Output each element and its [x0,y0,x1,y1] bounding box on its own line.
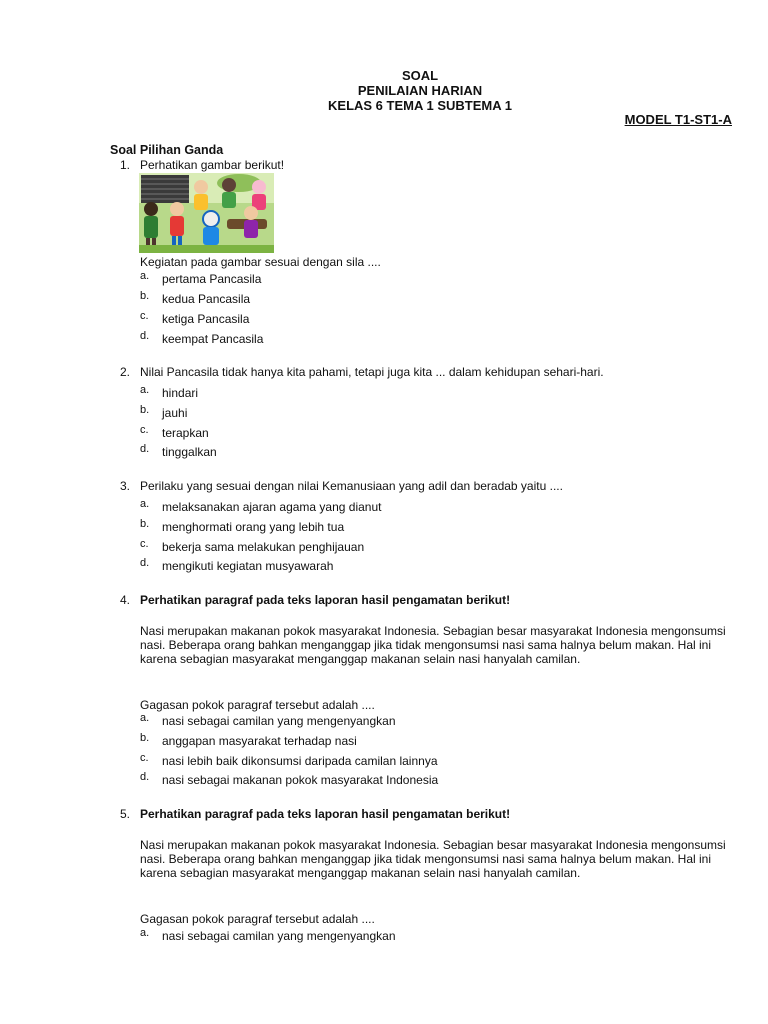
option-c[interactable] [140,312,249,326]
option-text: hindari [162,386,199,400]
model-code: MODEL T1-ST1-A [624,112,732,127]
option-text: mengikuti kegiatan musyawarah [162,559,334,573]
option-a[interactable] [140,714,396,728]
option-letter: c. [140,752,149,764]
option-letter: c. [140,424,149,436]
option-text: pertama Pancasila [162,272,262,286]
option-a[interactable] [140,500,381,514]
question-number: 2. [119,365,130,379]
option-d[interactable] [140,332,263,346]
children-playing-illustration [139,173,274,253]
option-letter: b. [140,404,150,416]
option-text: jauhi [162,406,188,420]
option-text: nasi sebagai camilan yang mengenyangkan [162,929,396,943]
option-letter: a. [140,712,150,724]
option-letter: a. [140,270,150,282]
option-letter: d. [140,771,150,783]
option-text: ketiga Pancasila [162,312,250,326]
question-stem: Kegiatan pada gambar sesuai dengan sila .... [140,255,381,269]
option-letter: c. [140,310,149,322]
option-letter: d. [140,443,150,455]
option-letter: c. [140,538,149,550]
question-text: Perhatikan gambar berikut! [140,158,285,172]
option-letter: d. [140,557,150,569]
option-b[interactable] [140,520,344,534]
option-b[interactable] [140,406,187,420]
option-text: nasi lebih baik dikonsumsi daripada camilan lainnya [162,754,438,768]
option-letter: a. [140,384,150,396]
option-text: terapkan [162,426,209,440]
option-text: nasi sebagai camilan yang mengenyangkan [162,714,396,728]
option-b[interactable] [140,734,357,748]
option-text: nasi sebagai makanan pokok masyarakat Indonesia [162,773,439,787]
doc-title-penilaian: PENILAIAN HARIAN [357,83,483,98]
option-c[interactable] [140,540,364,554]
option-d[interactable] [140,559,333,573]
option-text: menghormati orang yang lebih tua [162,520,345,534]
question-number: 3. [119,479,130,493]
option-letter: a. [140,498,150,510]
option-b[interactable] [140,292,250,306]
question-stem: Gagasan pokok paragraf tersebut adalah .... [140,912,375,926]
option-text: bekerja sama melakukan penghijauan [162,540,365,554]
option-d[interactable] [140,773,438,787]
doc-title-soal: SOAL [401,68,439,83]
option-text: anggapan masyarakat terhadap nasi [162,734,357,748]
question-text: Nilai Pancasila tidak hanya kita pahami, tetapi juga kita ... dalam kehidupan sehari-hari. [140,365,604,379]
question-stem: Gagasan pokok paragraf tersebut adalah .... [140,698,375,712]
question-text: Perhatikan paragraf pada teks laporan hasil pengamatan berikut! [140,807,511,821]
option-text: melaksanakan ajaran agama yang dianut [162,500,382,514]
option-text: kedua Pancasila [162,292,251,306]
question-text: Perhatikan paragraf pada teks laporan hasil pengamatan berikut! [140,593,511,607]
reading-paragraph: Nasi merupakan makanan pokok masyarakat Indonesia. Sebagian besar masyarakat Indonesia mengonsumsi nasi. Beberapa orang bahkan menganggap jika tidak mengonsumsi nasi sama halnya belum makan. Hal ini karena sebagian masyarakat menganggap makanan selain nasi hanyalah camilan. [140,838,726,880]
option-a[interactable] [140,272,261,286]
reading-paragraph: Nasi merupakan makanan pokok masyarakat Indonesia. Sebagian besar masyarakat Indonesia mengonsumsi nasi. Beberapa orang bahkan menganggap jika tidak mengonsumsi nasi sama halnya belum makan. Hal ini karena sebagian masyarakat menganggap makanan selain nasi hanyalah camilan. [140,624,726,666]
question-number: 1. [119,158,130,172]
option-letter: a. [140,927,150,939]
option-text: keempat Pancasila [162,332,264,346]
option-d[interactable] [140,445,217,459]
doc-title-kelas: KELAS 6 TEMA 1 SUBTEMA 1 [328,98,512,113]
question-text: Perilaku yang sesuai dengan nilai Kemanusiaan yang adil dan beradab yaitu .... [140,479,563,493]
option-c[interactable] [140,426,209,440]
option-c[interactable] [140,754,438,768]
question-number: 5. [119,807,130,821]
option-a[interactable] [140,386,198,400]
question-number: 4. [119,593,130,607]
section-title: Soal Pilihan Ganda [110,143,224,157]
option-letter: b. [140,290,150,302]
option-text: tinggalkan [162,445,217,459]
option-letter: b. [140,518,150,530]
option-letter: b. [140,732,150,744]
option-a[interactable] [140,929,396,943]
option-letter: d. [140,330,150,342]
